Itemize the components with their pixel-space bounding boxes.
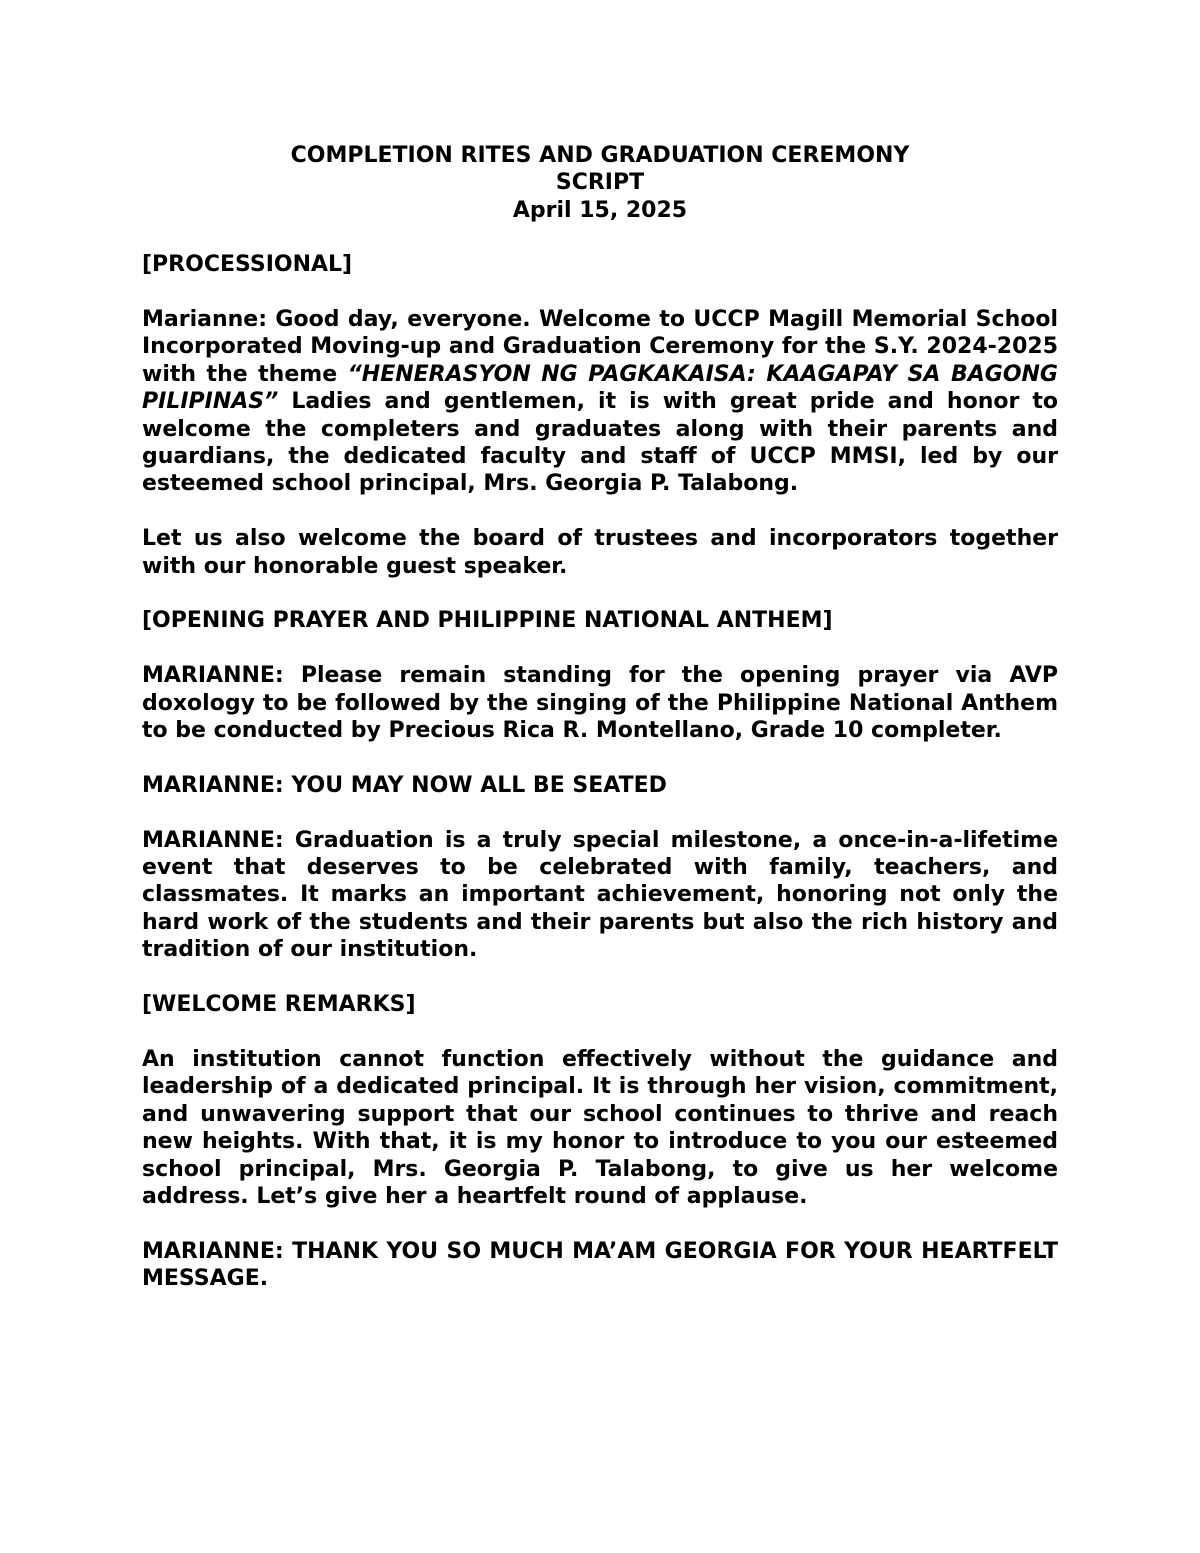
document-subtitle: SCRIPT — [555, 170, 645, 196]
processional-paragraph-1 — [142, 306, 1058, 498]
welcome-text-part2: Ladies and gentlemen, it is with great pride and honor to welcome the completers and graduates along with their parents and guardians, the dedicated faculty and staff of UCCP MMSI, led by our esteemed school principal, Mrs. Georgia P. Talabong. — [142, 389, 1058, 497]
opening-prayer-paragraph-2: MARIANNE: YOU MAY NOW ALL BE SEATED — [142, 772, 667, 798]
welcome-remarks-heading: [WELCOME REMARKS] — [142, 992, 416, 1018]
document-page — [142, 142, 1058, 1320]
welcome-remarks-paragraph-2: MARIANNE: THANK YOU SO MUCH MA’AM GEORGIA FOR YOUR HEARTFELT MESSAGE. — [142, 1238, 1058, 1292]
title-block — [142, 142, 1058, 224]
welcome-remarks-paragraph-1: An institution cannot function effectively without the guidance and leadership of a dedicated principal. It is through her vision, commitment, and unwavering support that our school continues to thrive and reach new heights. With that, it is my honor to introduce to you our esteemed school principal, Mrs. Georgia P. Talabong, to give us her welcome address. Let’s give her a heartfelt round of applause. — [142, 1046, 1058, 1209]
opening-prayer-paragraph-3: MARIANNE: Graduation is a truly special milestone, a once-in-a-lifetime event that deserves to be celebrated with family, teachers, and classmates. It marks an important achievement, honoring not only the hard work of the students and their parents but also the rich history and tradition of our institution. — [142, 827, 1058, 963]
processional-heading: [PROCESSIONAL] — [142, 252, 353, 278]
document-date: April 15, 2025 — [512, 197, 688, 223]
theme-text: “HENERASYON NG PAGKAKAISA: KAAGAPAY SA BAGONG PILIPINAS” — [142, 361, 1058, 415]
document-title: COMPLETION RITES AND GRADUATION CEREMONY — [290, 143, 910, 168]
welcome-text-part1: Marianne: Good day, everyone. Welcome to UCCP Magill Memorial School Incorporated Moving-up and Graduation Ceremony for the S.Y. 2024-2025 with the theme — [142, 307, 1058, 387]
processional-paragraph-2: Let us also welcome the board of trustees and incorporators together with our honorable guest speaker. — [142, 526, 1058, 579]
opening-prayer-paragraph-1: MARIANNE: Please remain standing for the opening prayer via AVP doxology to be followed by the singing of the Philippine National Anthem to be conducted by Precious Rica R. Montellano, Grade 10 completer. — [142, 663, 1058, 744]
opening-prayer-heading: [OPENING PRAYER AND PHILIPPINE NATIONAL ANTHEM] — [142, 608, 833, 634]
